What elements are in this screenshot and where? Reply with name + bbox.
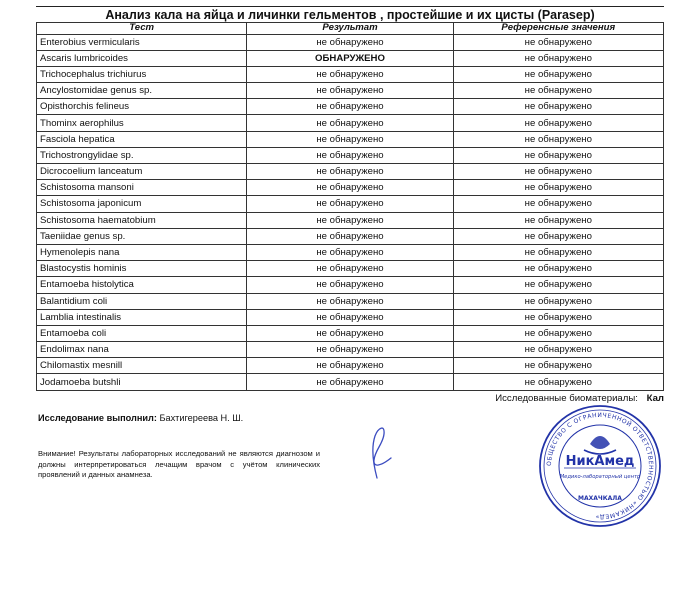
column-header-reference: Референсные значения [453,23,663,35]
result-cell: не обнаружено [247,358,453,374]
result-cell: не обнаружено [247,325,453,341]
reference-cell: не обнаружено [453,212,663,228]
result-cell: не обнаружено [247,293,453,309]
result-cell: не обнаружено [247,147,453,163]
table-row [37,164,664,180]
result-cell: не обнаружено [247,66,453,82]
reference-cell: не обнаружено [453,277,663,293]
report-title: Анализ кала на яйца и личинки гельментов , простейшие и их цисты (Parasep) [36,6,664,23]
reference-cell: не обнаружено [453,99,663,115]
test-name-cell: Blastocystis hominis [37,261,247,277]
result-cell: не обнаружено [247,115,453,131]
result-cell: не обнаружено [247,277,453,293]
table-row [37,244,664,260]
test-name-cell: Schistosoma haematobium [37,212,247,228]
result-cell: не обнаружено [247,374,453,390]
test-name-cell: Opisthorchis felineus [37,99,247,115]
performed-by-line [38,413,243,423]
result-cell: не обнаружено [247,212,453,228]
table-row [37,99,664,115]
test-name-cell: Thominx aerophilus [37,115,247,131]
results-table-body [37,34,664,390]
test-name-cell: Trichostrongylidae sp. [37,147,247,163]
result-cell: ОБНАРУЖЕНО [247,50,453,66]
table-row [37,358,664,374]
test-name-cell: Entamoeba coli [37,325,247,341]
result-cell: не обнаружено [247,244,453,260]
disclaimer-text: Внимание! Результаты лабораторных исследований не являются диагнозом и должны интерпретироваться лечащим врачом с учётом клинических проявлений и данных анамнеза. [38,449,320,479]
table-row [37,196,664,212]
reference-cell: не обнаружено [453,228,663,244]
table-row [37,50,664,66]
result-cell: не обнаружено [247,34,453,50]
table-row [37,66,664,82]
test-name-cell: Ascaris lumbricoides [37,50,247,66]
svg-text:ОБЩЕСТВО С ОГРАНИЧЕННОЙ ОТВЕТС: ОБЩЕСТВО С ОГРАНИЧЕННОЙ ОТВЕТСТВЕННОСТЬЮ «НИКАМЕД» [545,411,655,521]
table-row [37,309,664,325]
test-name-cell: Jodamoeba butshli [37,374,247,390]
reference-cell: не обнаружено [453,374,663,390]
column-header-test: Тест [37,23,247,35]
performed-by-name: Бахтигереева Н. Ш. [159,413,244,423]
result-cell: не обнаружено [247,131,453,147]
test-name-cell: Chilomastix mesnill [37,358,247,374]
column-header-result: Результат [247,23,453,35]
test-name-cell: Lamblia intestinalis [37,309,247,325]
reference-cell: не обнаружено [453,50,663,66]
test-name-cell: Entamoeba histolytica [37,277,247,293]
seal-stamp [538,404,662,528]
biomaterial-label: Исследованные биоматериалы: [495,393,638,404]
result-cell: не обнаружено [247,228,453,244]
reference-cell: не обнаружено [453,244,663,260]
reference-cell: не обнаружено [453,261,663,277]
test-name-cell: Ancylostomidae genus sp. [37,83,247,99]
reference-cell: не обнаружено [453,115,663,131]
table-row [37,147,664,163]
table-row [37,115,664,131]
test-name-cell: Fasciola hepatica [37,131,247,147]
signature-icon [355,418,405,488]
result-cell: не обнаружено [247,342,453,358]
table-row [37,180,664,196]
biomaterial-value: Кал [646,393,664,404]
results-table [36,22,664,391]
result-cell: не обнаружено [247,261,453,277]
svg-text:Медико-лабораторный центр: Медико-лабораторный центр [559,474,641,480]
reference-cell: не обнаружено [453,342,663,358]
performed-by-label: Исследование выполнил: [38,413,157,423]
reference-cell: не обнаружено [453,34,663,50]
result-cell: не обнаружено [247,309,453,325]
result-cell: не обнаружено [247,180,453,196]
reference-cell: не обнаружено [453,131,663,147]
test-name-cell: Taeniidae genus sp. [37,228,247,244]
table-row [37,374,664,390]
test-name-cell: Trichocephalus trichiurus [37,66,247,82]
test-name-cell: Hymenolepis nana [37,244,247,260]
test-name-cell: Schistosoma mansoni [37,180,247,196]
table-row [37,228,664,244]
table-row [37,277,664,293]
stamp-name: НикАмед [565,454,635,469]
reference-cell: не обнаружено [453,83,663,99]
reference-cell: не обнаружено [453,309,663,325]
reference-cell: не обнаружено [453,180,663,196]
table-row [37,342,664,358]
test-name-cell: Dicrocoelium lanceatum [37,164,247,180]
table-row [37,131,664,147]
reference-cell: не обнаружено [453,325,663,341]
result-cell: не обнаружено [247,164,453,180]
reference-cell: не обнаружено [453,196,663,212]
table-row [37,212,664,228]
reference-cell: не обнаружено [453,66,663,82]
reference-cell: не обнаружено [453,147,663,163]
table-row [37,261,664,277]
table-row [37,34,664,50]
test-name-cell: Enterobius vermicularis [37,34,247,50]
table-header-row [37,23,664,35]
result-cell: не обнаружено [247,99,453,115]
reference-cell: не обнаружено [453,293,663,309]
table-row [37,325,664,341]
biomaterial-line [495,393,664,404]
svg-text:МАХАЧКАЛА: МАХАЧКАЛА [578,495,622,502]
test-name-cell: Endolimax nana [37,342,247,358]
table-row [37,293,664,309]
result-cell: не обнаружено [247,196,453,212]
table-row [37,83,664,99]
reference-cell: не обнаружено [453,358,663,374]
reference-cell: не обнаружено [453,164,663,180]
test-name-cell: Schistosoma japonicum [37,196,247,212]
result-cell: не обнаружено [247,83,453,99]
test-name-cell: Balantidium coli [37,293,247,309]
